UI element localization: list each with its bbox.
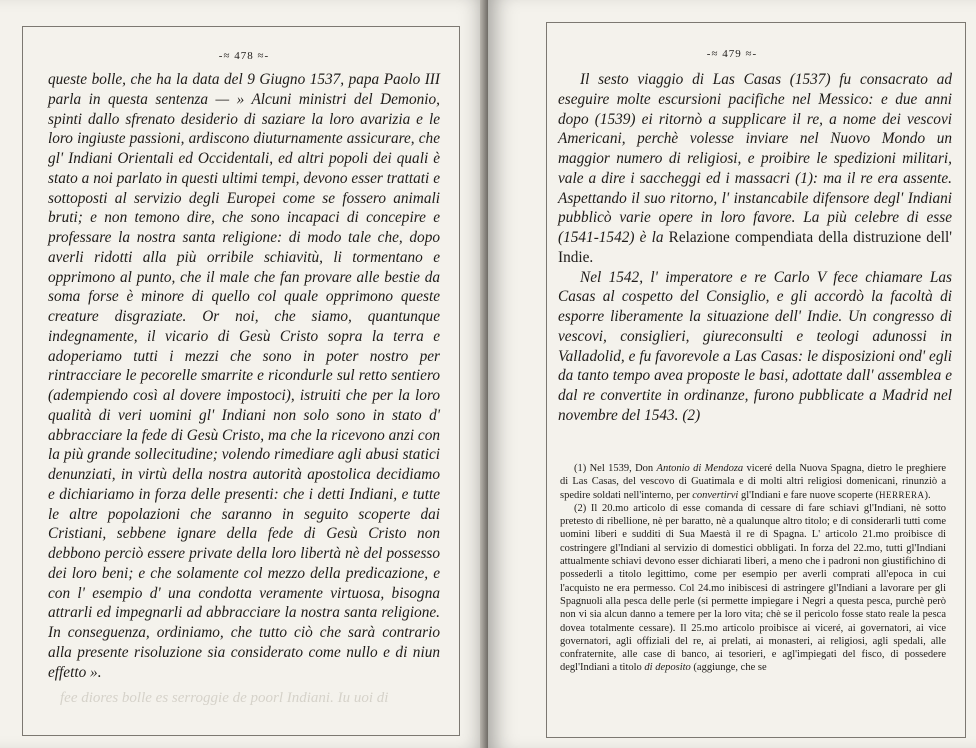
left-page-header (0, 50, 488, 62)
footnote-1-source: HERRERA (878, 489, 925, 500)
ornament-right-icon: ≈- (741, 48, 758, 60)
footnote-1-text-c: viceré della Nuova Spagna, dietro le preghiere di Las Casas, del vescovo di Guatimala e di molti altri religiosi domenicani, rinunziò a spedire soldati nell'interno, per (560, 463, 946, 501)
ornament-right-icon: ≈- (253, 50, 270, 62)
footnote-2-text-c: (aggiunge, che se (693, 662, 767, 674)
footnote-1-text-e: gl'Indiani e fare nuove scoperte ( (740, 489, 879, 501)
left-page-body (48, 70, 440, 682)
right-page-header (488, 48, 976, 60)
ornament-left-icon: -≈ (218, 50, 235, 62)
footnote-1-name: Antonio di Mendoza (656, 463, 744, 474)
footnotes (560, 462, 946, 675)
bleed-through-text: fee diores bolle es serroggie de poorl Indiani. Iu uoi di (60, 690, 389, 706)
right-page (488, 0, 976, 748)
right-page-body (558, 70, 952, 426)
footnote-1-text-a: (1) Nel 1539, Don (574, 463, 654, 474)
paragraph-1-text: Il sesto viaggio di Las Casas (1537) fu consacrato ad eseguire molte escursioni pacifiche nel Messico: e due anni dopo (1539) ei ritornò a supplicare il re, a nome dei vescovi Americani, perchè volesse inviare nel Nuovo Mondo un maggior numero di religiosi, e proibire le spedizioni militari, vale a dire i saccheggi ed i massacri (1): ma il re era assente. Aspettando il suo ritorno, l' instancabile difensore degl' Indiani pubblicò varie opere in loro favore. La più celebre di esse (1541-1542) è la (558, 71, 952, 246)
footnote-2-emphasis: di deposito (644, 662, 691, 674)
footnote-2-text-a: (2) Il 20.mo articolo di esse comanda di cessare di fare schiavi gl'Indiani, nè sotto pretesto di ribellione, nè per baratto, nè a qualunque altro titolo; e di considerarli tutti come uomini liberi e sudditi di Sua Maestà il re di Spagna. L' articolo 21.mo proibisce di costringere gl'Indiani al servizio di domestici obbligati. In forza del 22.mo, tutti gl'Indiani attualmente schiavi devono esser dichiarati liberi, a meno che i padroni non giustifichino di possederli a titolo legittimo, come per esempio per averli comprati all'epoca in cui l'acquisto ne era permesso. Col 24.mo inibiscesi di astringere gl'Indiani a lavorare per gli Spagnuoli alla pesca delle perle (si permette impiegare i Negri a questa pesca, purchè però non vi sia alcun danno a temere per la loro vita; chè se il pericolo fosse stato reale la pesca dovea totalmente cessare). Il 25.mo articolo proibisce ai viceré, ai governatori, ai vice governatori, agli offiziali del re, ai prelati, ai monasteri, ai religiosi, agli spedali, alle confraternite, alle case di banco, ai tesorieri, e agl'impiegati del fisco, di possedere degl'Indiani a titolo (560, 502, 946, 674)
footnote-2 (560, 502, 946, 675)
right-paragraph-2: Nel 1542, l' imperatore e re Carlo V fece chiamare Las Casas al cospetto del Consiglio, e gli accordò la facoltà di esporre liberamente la situazione dell' Indie. Un congresso di vescovi, consiglieri, giureconsulti e teologi adunossi in Valladolid, e fu favorevole a Las Casas: le disposizioni ond' egli da tanto tempo avea proposte le basi, adottate dall' assemblea e dal re convertite in ordinanze, furono pubblicate a Madrid nel novembre del 1543. (2) (558, 268, 952, 424)
right-paragraph-1 (558, 70, 952, 268)
footnote-1-emphasis: convertirvi (692, 489, 739, 501)
footnote-1 (560, 462, 946, 502)
left-page-number: 478 (234, 50, 254, 62)
work-title: Relazione compendiata della distruzione dell' Indie. (558, 229, 952, 266)
right-page-number: 479 (722, 48, 742, 60)
ornament-left-icon: -≈ (706, 48, 723, 60)
footnote-1-text-g: ). (924, 489, 931, 501)
left-page-paragraph: queste bolle, che ha la data del 9 Giugno 1537, papa Paolo III parla in questa sentenza — » Alcuni ministri del Demonio, spinti dallo sfrenato desiderio di saziare la loro avarizia e le loro ingiuste passioni, ardiscono diuturnamente assicurare, che gl' Indiani Orientali ed Occidentali, ed altri popoli dei quali è stato a noi parlato in questi ultimi tempi, devono esser trattati e sottoposti al servizio degli Europei come se fossero animali bruti; e non temono dire, che sono incapaci di concepire e professare la nostra santa religione: di modo tale che, dopo averli ridotti alla più orribile schiavitù, li tormentano e opprimono al punto, che il male che fan provare alle bestie da soma forse è minore di quello col quale opprimono queste creature disgraziate. Or noi, che siamo, quantunque indegnamente, il vicario di Gesù Cristo sopra la terra e adoperiamo tutti i mezzi che sono in poter nostro per rintracciare le pecorelle smarrite e ricondurle sul retto sentiero (adempiendo così al dovere impostoci), istruiti che per la loro qualità di veri uomini gl' Indiani non solo sono in stato d' abbracciare la fede di Gesù Cristo, ma che la ricevono anzi con la più grande sollecitudine; volendo rimediare agli abusi statici denunziati, in virtù della nostra autorità apostolica decidiamo e dichiariamo in forza delle presenti: che i detti Indiani, e tutte le altre popolazioni che saranno in seguito scoperte dai Cristiani, sebbene ignare della fede di Gesù Cristo non debbono perciò essere private della loro libertà nè del possesso dei loro beni; e che solamente col mezzo della predicazione, e con l' esempio d' una condotta veramente virtuosa, bisogna attrarli ed impegnarli ad abbracciare la nostra santa religione. In conseguenza, ordiniamo, che tutto ciò che sarà contrario alla presente risoluzione sia considerato come nullo e di niun effetto ». (48, 71, 440, 681)
